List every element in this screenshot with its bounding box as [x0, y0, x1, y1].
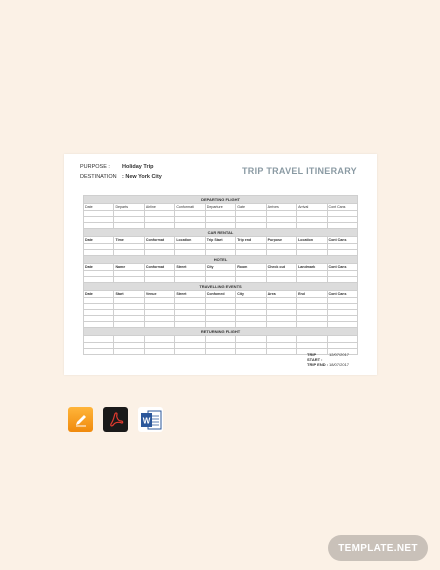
column-header: Arrival: [297, 204, 327, 211]
table-cell[interactable]: [84, 349, 114, 355]
trip-start-label: TRIP START :: [307, 352, 323, 362]
pdf-icon[interactable]: [103, 407, 128, 432]
column-header: Trip end: [236, 237, 266, 244]
column-header: Airline: [144, 204, 174, 211]
column-header: Trip Start: [205, 237, 235, 244]
destination-label: DESTINATION: [80, 174, 117, 180]
column-header: Cont Cans: [327, 237, 358, 244]
destination-row: [80, 174, 162, 180]
column-header: Cont Cans: [327, 291, 358, 298]
column-header: Arrives: [266, 204, 296, 211]
column-header: Conformati: [175, 204, 205, 211]
column-header: Departure: [205, 204, 235, 211]
column-header: [327, 336, 358, 343]
column-header: [297, 336, 327, 343]
word-icon[interactable]: [138, 407, 163, 432]
table-cell[interactable]: [266, 349, 296, 355]
column-header: City: [236, 291, 266, 298]
trip-start-row: [307, 352, 349, 362]
svg-text:W: W: [142, 416, 150, 425]
section-title: CAR RENTAL: [84, 229, 358, 237]
column-header: Purpose: [266, 237, 296, 244]
column-header: Gate: [236, 204, 266, 211]
brand-label: TEMPLATE.NET: [338, 542, 418, 554]
column-header: Location: [297, 237, 327, 244]
column-header-row: [84, 291, 358, 298]
column-header: Cont Cans: [327, 264, 358, 271]
column-header: Departs: [114, 204, 144, 211]
column-header: Conformat: [144, 264, 174, 271]
column-header: Room: [236, 264, 266, 271]
format-icons: [68, 407, 163, 432]
section-header: [84, 256, 358, 264]
column-header-row: [84, 237, 358, 244]
trip-end-value: 18/07/2017: [329, 362, 350, 367]
itinerary-sheet: [64, 154, 377, 375]
purpose-label: PURPOSE :: [80, 164, 110, 170]
column-header: Cont Cans: [327, 204, 358, 211]
column-header-row: [84, 264, 358, 271]
column-header: Date: [84, 237, 114, 244]
column-header: Time: [114, 237, 144, 244]
column-header: Check out: [266, 264, 296, 271]
trip-start-value: 12/07/2017: [329, 352, 350, 357]
column-header: Start: [114, 291, 144, 298]
destination-value: : New York City: [122, 174, 162, 180]
purpose-row: [80, 164, 153, 170]
column-header: [205, 336, 235, 343]
section-title: DEPARTING FLIGHT: [84, 196, 358, 204]
column-header: [114, 336, 144, 343]
column-header: [84, 336, 114, 343]
column-header: Conformat: [144, 237, 174, 244]
column-header: Name: [114, 264, 144, 271]
column-header: End: [297, 291, 327, 298]
table-cell[interactable]: [205, 349, 235, 355]
column-header: Confomed: [205, 291, 235, 298]
column-header-row: [84, 336, 358, 343]
section-title: TRAVELLING EVENTS: [84, 283, 358, 291]
table-cell[interactable]: [144, 349, 174, 355]
table-cell[interactable]: [114, 349, 144, 355]
section-header: [84, 328, 358, 336]
purpose-value: Holiday Trip: [122, 164, 154, 170]
brand-badge[interactable]: [328, 535, 428, 561]
itinerary-grid: [83, 195, 358, 355]
column-header-row: [84, 204, 358, 211]
itinerary-table: [83, 195, 358, 355]
column-header: Date: [84, 264, 114, 271]
column-header: Location: [175, 237, 205, 244]
column-header: [144, 336, 174, 343]
column-header: Date: [84, 291, 114, 298]
column-header: Area: [266, 291, 296, 298]
section-title: HOTEL: [84, 256, 358, 264]
section-header: [84, 196, 358, 204]
column-header: City: [205, 264, 235, 271]
trip-end-label: TRIP END :: [307, 362, 329, 367]
column-header: Street: [175, 291, 205, 298]
table-cell[interactable]: [236, 349, 266, 355]
section-header: [84, 229, 358, 237]
column-header: [236, 336, 266, 343]
column-header: Landmark: [297, 264, 327, 271]
column-header: [266, 336, 296, 343]
column-header: Date: [84, 204, 114, 211]
document-title: TRIP TRAVEL ITINERARY: [242, 166, 357, 176]
column-header: Street: [175, 264, 205, 271]
trip-end-row: [307, 362, 349, 367]
column-header: [175, 336, 205, 343]
section-header: [84, 283, 358, 291]
column-header: Venue: [144, 291, 174, 298]
table-cell[interactable]: [175, 349, 205, 355]
section-title: RETURNING FLIGHT: [84, 328, 358, 336]
pages-icon[interactable]: [68, 407, 93, 432]
